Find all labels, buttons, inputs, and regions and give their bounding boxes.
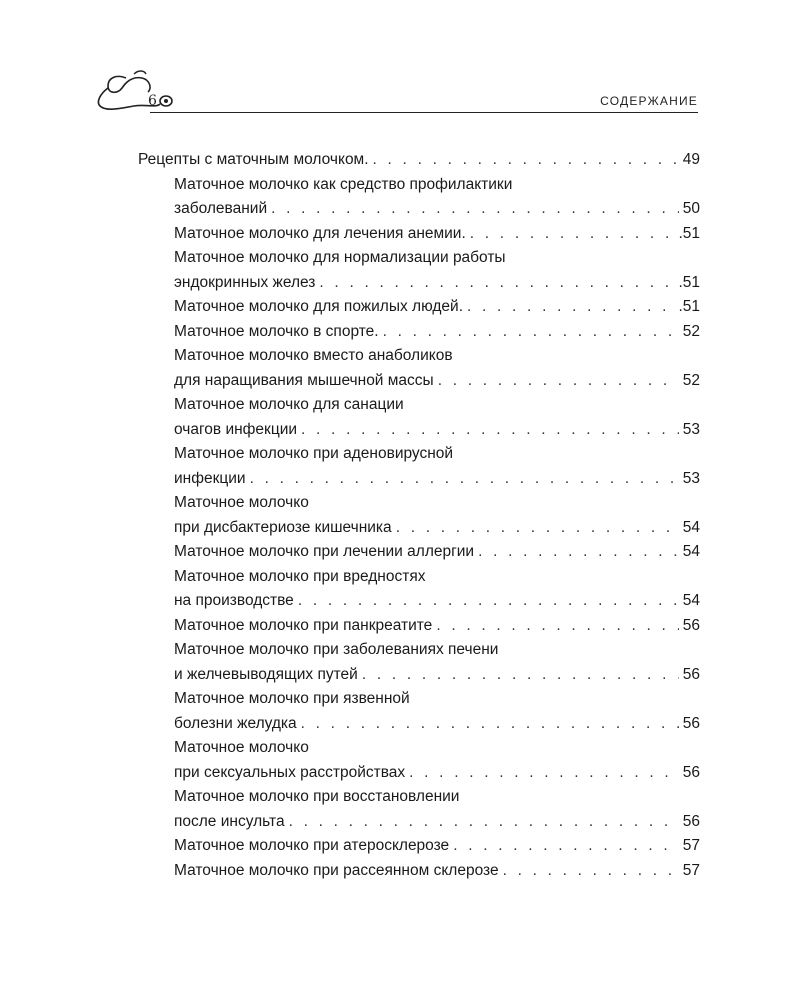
toc-entry-last-line bbox=[174, 418, 700, 443]
toc-page-number: 57 bbox=[682, 837, 700, 854]
toc-entry-text: Маточное молочко при язвенной bbox=[174, 690, 410, 707]
toc-page-number: 57 bbox=[682, 861, 700, 879]
toc-entry-last-line bbox=[174, 295, 700, 320]
toc-entry-text: Маточное молочко при рассеянном склерозе bbox=[174, 861, 499, 879]
toc-entry-text: болезни желудка bbox=[174, 714, 297, 732]
toc-entry-last-line bbox=[174, 589, 700, 614]
toc-entry-text: при дисбактериозе кишечника bbox=[174, 518, 392, 536]
toc-entry-text: Маточное молочко при заболеваниях печени bbox=[174, 641, 499, 658]
toc-page-number: 54 bbox=[682, 518, 700, 536]
stethoscope-icon bbox=[86, 68, 182, 124]
toc-entry[interactable] bbox=[138, 687, 700, 736]
dot-leader bbox=[453, 834, 679, 859]
dot-leader bbox=[436, 614, 678, 639]
toc-entry[interactable] bbox=[138, 540, 700, 565]
dot-leader bbox=[289, 810, 679, 835]
toc-page-number: 50 bbox=[682, 200, 700, 217]
dot-leader bbox=[470, 222, 675, 247]
toc-entry-line bbox=[174, 638, 700, 663]
toc-entry-line bbox=[174, 246, 700, 271]
toc-entry-text: на производстве bbox=[174, 592, 294, 609]
toc-entry[interactable] bbox=[138, 638, 700, 687]
toc-entry-line bbox=[174, 736, 700, 761]
toc-entry-text: Маточное молочко для лечения анемии. bbox=[174, 224, 466, 242]
toc-entry-text: очагов инфекции bbox=[174, 420, 298, 438]
toc-entry-last-line bbox=[174, 614, 700, 639]
dot-leader bbox=[301, 712, 679, 737]
toc-entry-last-line bbox=[174, 516, 700, 541]
toc-page-number: 56 bbox=[682, 616, 700, 634]
toc-page-number: 56 bbox=[682, 665, 700, 683]
toc-entry-text: заболеваний bbox=[174, 200, 268, 217]
toc-entry[interactable] bbox=[138, 295, 700, 320]
dot-leader bbox=[362, 663, 679, 688]
toc-entry-last-line bbox=[174, 320, 700, 345]
toc-entry-line bbox=[174, 491, 700, 516]
dot-leader bbox=[396, 516, 679, 541]
dot-leader bbox=[271, 197, 679, 222]
toc-entry-last-line bbox=[174, 761, 700, 786]
toc-page-number: 53 bbox=[682, 420, 700, 438]
toc-entry-last-line bbox=[138, 148, 700, 173]
toc-page-number: 53 bbox=[682, 469, 700, 487]
dot-leader bbox=[298, 589, 679, 614]
dot-leader bbox=[478, 540, 679, 565]
toc-page-number: 56 bbox=[682, 714, 700, 732]
toc-entry-last-line bbox=[174, 197, 700, 222]
toc-entry-line bbox=[174, 687, 700, 712]
toc-page-number: 56 bbox=[682, 812, 700, 830]
toc-entry[interactable] bbox=[138, 736, 700, 785]
toc-entry-text: Маточное молочко при аденовирусной bbox=[174, 445, 454, 462]
toc-entry-last-line bbox=[174, 859, 700, 884]
toc-entry-text: Рецепты с маточным молочком. bbox=[138, 151, 369, 168]
dot-leader bbox=[438, 369, 679, 394]
dot-leader bbox=[373, 148, 679, 173]
dot-leader bbox=[409, 761, 679, 786]
dot-leader bbox=[503, 859, 679, 884]
toc-entry-line bbox=[174, 393, 700, 418]
toc-entry-line bbox=[174, 344, 700, 369]
toc-entry-last-line bbox=[174, 540, 700, 565]
toc-page-number: 56 bbox=[682, 763, 700, 781]
toc-entry[interactable] bbox=[138, 491, 700, 540]
header-rule bbox=[150, 112, 698, 113]
toc-entry-text: Маточное молочко для пожилых людей. bbox=[174, 298, 463, 315]
toc-entry[interactable] bbox=[138, 442, 700, 491]
toc-entry-last-line bbox=[174, 810, 700, 835]
toc-entry-line bbox=[174, 565, 700, 590]
toc-entry-text: Маточное молочко для нормализации работы bbox=[174, 249, 506, 266]
page-number: 6 bbox=[148, 93, 157, 109]
toc-entry[interactable] bbox=[138, 173, 700, 222]
toc-entry-text: и желчевыводящих путей bbox=[174, 665, 358, 683]
toc-entry-text: Маточное молочко bbox=[174, 739, 309, 756]
toc-entry[interactable] bbox=[138, 148, 700, 173]
toc-entry[interactable] bbox=[138, 834, 700, 859]
dot-leader bbox=[250, 467, 679, 492]
toc-entry-last-line bbox=[174, 467, 700, 492]
toc-entry-text: Маточное молочко при атеросклерозе bbox=[174, 837, 450, 854]
toc-page-number: 54 bbox=[682, 543, 700, 560]
section-title: СОДЕРЖАНИЕ bbox=[600, 94, 698, 108]
toc-entry-text: инфекции bbox=[174, 469, 246, 487]
table-of-contents bbox=[138, 148, 700, 883]
toc-entry[interactable] bbox=[138, 344, 700, 393]
toc-entry-text: для наращивания мышечной массы bbox=[174, 371, 434, 389]
toc-entry-text: Маточное молочко при восстановлении bbox=[174, 788, 460, 805]
toc-entry-last-line bbox=[174, 271, 700, 296]
toc-entry-last-line bbox=[174, 712, 700, 737]
toc-entry[interactable] bbox=[138, 222, 700, 247]
toc-entry-last-line bbox=[174, 834, 700, 859]
toc-entry-line bbox=[174, 442, 700, 467]
dot-leader bbox=[319, 271, 674, 296]
toc-entry-line bbox=[174, 173, 700, 198]
toc-entry-text: Маточное молочко при панкреатите bbox=[174, 616, 433, 634]
toc-entry-text: при сексуальных расстройствах bbox=[174, 763, 406, 781]
toc-entry[interactable] bbox=[138, 614, 700, 639]
toc-entry-line bbox=[174, 785, 700, 810]
toc-entry-last-line bbox=[174, 369, 700, 394]
dot-leader bbox=[301, 418, 679, 443]
toc-entry-text: Маточное молочко вместо анаболиков bbox=[174, 347, 453, 364]
toc-entry-text: после инсульта bbox=[174, 812, 285, 830]
toc-entry-text: Маточное молочко для санации bbox=[174, 396, 404, 413]
toc-page-number: .51 bbox=[678, 224, 700, 242]
toc-entry[interactable] bbox=[138, 320, 700, 345]
toc-page-number: .51 bbox=[678, 298, 700, 315]
toc-page-number: 52 bbox=[682, 322, 700, 340]
toc-entry-text: Маточное молочко при вредностях bbox=[174, 567, 426, 585]
toc-page-number: 49 bbox=[682, 151, 700, 168]
dot-leader bbox=[383, 320, 679, 345]
dot-leader bbox=[467, 295, 674, 320]
toc-entry-last-line bbox=[174, 663, 700, 688]
toc-entry[interactable] bbox=[138, 785, 700, 834]
toc-entry-text: Маточное молочко bbox=[174, 494, 309, 511]
toc-entry[interactable] bbox=[138, 859, 700, 884]
toc-entry[interactable] bbox=[138, 565, 700, 614]
toc-page-number: 52 bbox=[682, 371, 700, 389]
page-header bbox=[0, 0, 800, 120]
toc-entry-text: Маточное молочко как средство профилактики bbox=[174, 175, 513, 193]
toc-entry-last-line bbox=[174, 222, 700, 247]
toc-page-number: .51 bbox=[678, 273, 700, 291]
toc-entry[interactable] bbox=[138, 246, 700, 295]
toc-entry-text: эндокринных желез bbox=[174, 273, 316, 291]
toc-page-number: 54 bbox=[682, 592, 700, 609]
toc-entry-text: Маточное молочко в спорте. bbox=[174, 322, 379, 340]
toc-entry-text: Маточное молочко при лечении аллергии bbox=[174, 543, 475, 560]
toc-entry[interactable] bbox=[138, 393, 700, 442]
